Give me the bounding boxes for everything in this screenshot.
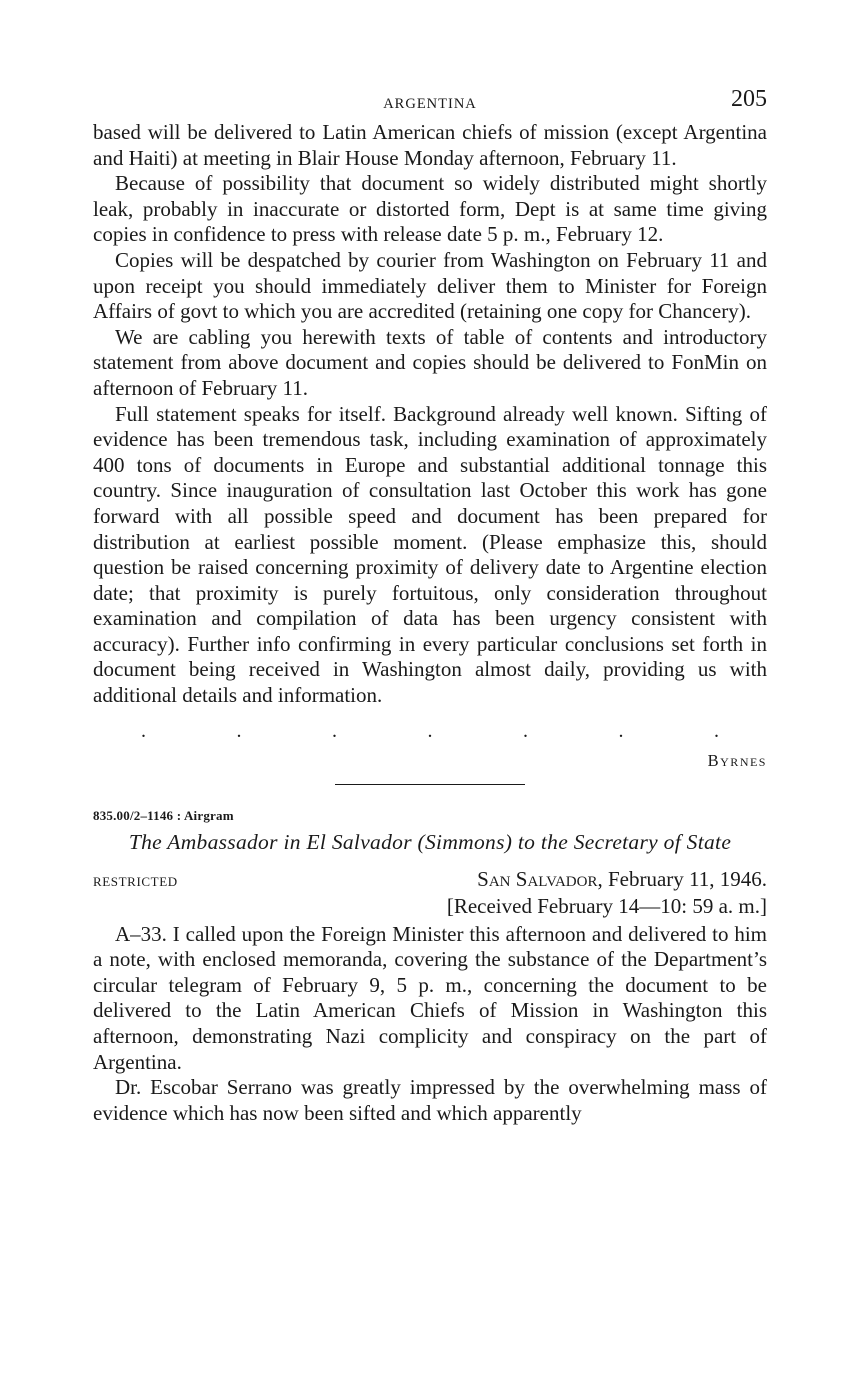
omission-dot: . — [714, 719, 719, 742]
paragraph-press-release: Because of possibility that document so widely distributed might shortly leak, probably in inaccurate or distorted form, Dept is at same time giving copies in confidence to press with release date 5 p. m., February 12. — [93, 171, 767, 247]
signature: Byrnes — [707, 750, 767, 770]
place-date — [477, 867, 767, 892]
page-number: 205 — [731, 86, 767, 112]
document-title: The Ambassador in El Salvador (Simmons) to the Secretary of State — [128, 829, 732, 854]
document-page — [93, 86, 767, 1126]
date: , February 11, 1946. — [597, 866, 767, 891]
file-number: 835.00/2–1146 : Airgram — [93, 807, 234, 823]
paragraph-escobar-serrano: Dr. Escobar Serrano was greatly impressed by the overwhelming mass of evidence which has now been sifted and which apparently — [93, 1075, 767, 1125]
section-divider — [335, 784, 525, 785]
running-head — [93, 86, 767, 120]
place: San Salvador — [477, 866, 598, 891]
paragraph-courier-copies: Copies will be despatched by courier from Washington on February 11 and upon receipt you should immediately deliver them to Minister for Foreign Affairs of govt to which you are accredited (retaining one copy for Chancery). — [93, 247, 767, 324]
omission-dot: . — [236, 719, 242, 742]
document-meta — [93, 867, 767, 892]
omission-dot: . — [141, 719, 146, 742]
omission-dot: . — [618, 719, 624, 742]
omission-dots — [93, 719, 767, 743]
paragraph-full-statement: Full statement speaks for itself. Background already well known. Sifting of evidence has been tremendous task, including examination of approximately 400 tons of documents in Europe and substantial additional tonnage this country. Since inauguration of consultation last October this work has gone forward with all possible speed and document has been prepared for distribution at earliest possible moment. (Please emphasize this, should question be raised concerning proximity of delivery date to Argentine election date; that proximity is purely fortuitous, only consideration throughout examination and compilation of data has been urgency consistent with accuracy). Further info confirming in every particular conclusions set forth in document being received in Washington almost daily, providing us with additional details and information. — [93, 401, 767, 708]
omission-dot: . — [427, 719, 433, 742]
omission-dot: . — [332, 719, 337, 742]
classification-label: RESTRICTED — [93, 873, 178, 889]
received-stamp: [Received February 14—10: 59 a. m.] — [446, 893, 767, 918]
running-title: ARGENTINA — [383, 96, 477, 112]
omission-dot: . — [523, 719, 528, 742]
paragraph-cabling-texts: We are cabling you herewith texts of table of contents and introductory statement from above document and copies should be delivered to FonMin on afternoon of February 11. — [93, 324, 767, 400]
paragraph-continuation: based will be delivered to Latin American chiefs of mission (except Argentina and Haiti) at meeting in Blair House Monday afternoon, February 11. — [93, 120, 767, 170]
paragraph-a33: A–33. I called upon the Foreign Minister this afternoon and delivered to him a note, with enclosed memoranda, covering the substance of the Department’s circular telegram of February 9, 5 p. m., concerning the document to be delivered to the Latin American Chiefs of Mission in Washington this afternoon, demonstrating Nazi complicity and conspiracy on the part of Argentina. — [93, 921, 767, 1074]
